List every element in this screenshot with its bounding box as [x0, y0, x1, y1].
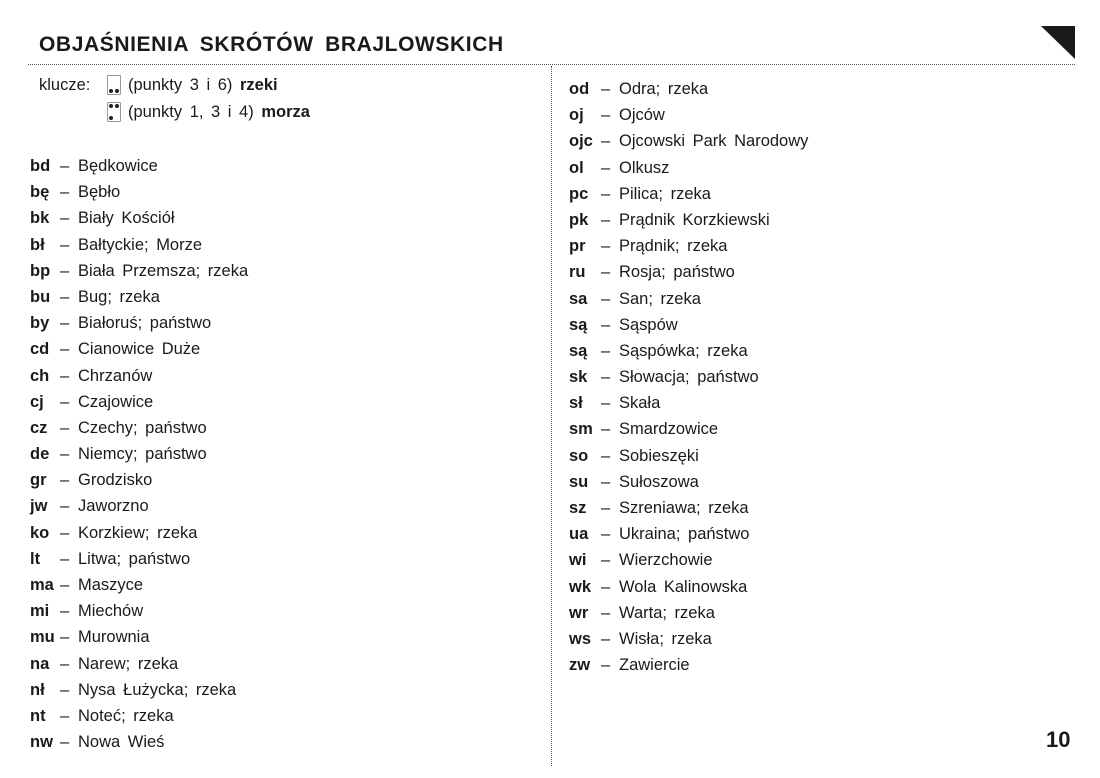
entry-name: Niemcy; państwo [78, 445, 207, 464]
right-entry-list [569, 78, 808, 680]
entry-name: Prądnik; rzeka [619, 237, 728, 256]
key-seas-name: morza [261, 103, 310, 121]
entry-name: Warta; rzeka [619, 603, 715, 622]
entry-name: Narew; rzeka [78, 654, 179, 673]
entry-name: Chrzanów [78, 366, 153, 385]
entry-name: Odra; rzeka [619, 80, 709, 98]
entry-dash: – [60, 497, 70, 516]
list-item [30, 626, 248, 652]
entry-name: San; rzeka [619, 289, 701, 308]
list-item [569, 183, 808, 209]
list-item [569, 523, 808, 549]
entry-name: Biały Kościół [78, 209, 175, 228]
entry-abbreviation: zw [569, 656, 591, 675]
key-rivers-text [128, 75, 278, 95]
list-item [569, 471, 808, 497]
entry-abbreviation: ma [30, 576, 54, 594]
entry-name: Bug; rzeka [78, 287, 160, 306]
entry-abbreviation: bł [30, 235, 45, 254]
entry-name: Słowacja; państwo [619, 368, 759, 387]
list-item [30, 207, 248, 233]
entry-dash: – [60, 235, 70, 254]
entry-abbreviation: so [569, 446, 589, 465]
key-rivers-points: (punkty 3 i 6) [128, 76, 233, 94]
entry-dash: – [60, 628, 70, 647]
entry-name: Sobieszęki [619, 446, 699, 465]
list-item [569, 157, 808, 183]
entry-dash: – [60, 549, 70, 568]
list-item [569, 576, 808, 602]
entry-name: Bębło [78, 183, 121, 202]
entry-name: Czajowice [78, 392, 154, 411]
list-item [569, 628, 808, 654]
entry-name: Litwa; państwo [78, 549, 191, 568]
header-divider [28, 64, 1075, 65]
list-item [30, 391, 248, 417]
list-item [30, 443, 248, 469]
key-seas-points: (punkty 1, 3 i 4) [128, 103, 254, 121]
entry-abbreviation: nw [30, 733, 53, 752]
entry-name: Ojców [619, 106, 665, 125]
list-item [569, 130, 808, 156]
entry-name: Czechy; państwo [78, 418, 207, 437]
entry-abbreviation: sz [569, 499, 587, 517]
key-rivers-name: rzeki [239, 76, 278, 94]
entry-abbreviation: nt [30, 706, 46, 725]
list-item [569, 104, 808, 130]
left-entry-list [30, 155, 248, 757]
entry-dash: – [601, 315, 611, 334]
list-item [30, 312, 248, 338]
entry-abbreviation: su [569, 472, 589, 491]
list-item [30, 495, 248, 521]
entry-name: Skała [619, 394, 661, 413]
entry-name: Wola Kalinowska [619, 577, 748, 596]
corner-triangle-icon [1041, 26, 1075, 59]
list-item [569, 602, 808, 628]
braille-cell-dots-3-6-icon [107, 75, 121, 95]
list-item [569, 209, 808, 235]
entry-name: Białoruś; państwo [78, 314, 212, 333]
braille-cell-dots-1-3-4-icon [107, 102, 121, 122]
entry-dash: – [601, 289, 611, 308]
entry-dash: – [601, 551, 611, 570]
entry-abbreviation: ojc [569, 132, 593, 151]
entry-abbreviation: sł [569, 394, 583, 413]
column-divider [551, 66, 552, 766]
entry-dash: – [601, 341, 611, 360]
list-item [569, 392, 808, 418]
entry-name: Smardzowice [619, 420, 719, 439]
entry-dash: – [60, 287, 70, 306]
entry-abbreviation: wk [569, 577, 592, 596]
entry-abbreviation: ws [569, 629, 592, 648]
list-item [30, 574, 248, 600]
entry-abbreviation: cd [30, 340, 50, 359]
list-item [30, 155, 248, 181]
entry-abbreviation: bę [30, 183, 50, 202]
entry-name: Ukraina; państwo [619, 525, 750, 544]
entry-name: Cianowice Duże [78, 340, 201, 359]
entry-dash: – [601, 472, 611, 491]
entry-name: Grodzisko [78, 471, 153, 490]
entry-dash: – [601, 577, 611, 596]
entry-dash: – [601, 525, 611, 544]
entry-name: Sąspów [619, 315, 678, 334]
list-item [30, 417, 248, 443]
entry-dash: – [601, 368, 611, 387]
entry-name: Nysa Łużycka; rzeka [78, 680, 237, 699]
entry-dash: – [60, 392, 70, 411]
entry-abbreviation: jw [30, 497, 48, 516]
list-item [569, 366, 808, 392]
entry-abbreviation: cj [30, 392, 44, 411]
list-item [30, 181, 248, 207]
list-item [569, 261, 808, 287]
entry-dash: – [60, 733, 70, 752]
entry-name: Biała Przemsza; rzeka [78, 261, 249, 280]
list-item [569, 78, 808, 104]
list-item [30, 653, 248, 679]
entry-abbreviation: są [569, 341, 588, 360]
entry-dash: – [601, 106, 611, 125]
entry-abbreviation: na [30, 654, 50, 673]
entry-abbreviation: lt [30, 549, 41, 568]
entry-name: Pilica; rzeka [619, 184, 711, 203]
entry-name: Wisła; rzeka [619, 629, 712, 648]
entry-dash: – [60, 523, 70, 542]
entry-dash: – [601, 237, 611, 256]
list-item [30, 338, 248, 364]
entry-dash: – [60, 209, 70, 228]
entry-abbreviation: ua [569, 525, 589, 544]
entry-dash: – [601, 132, 611, 151]
entry-name: Rosja; państwo [619, 263, 735, 282]
entry-name: Miechów [78, 602, 144, 621]
entry-dash: – [601, 210, 611, 229]
entry-dash: – [60, 340, 70, 359]
entry-name: Szreniawa; rzeka [619, 499, 749, 517]
list-item [569, 549, 808, 575]
entry-dash: – [601, 420, 611, 439]
entry-name: Prądnik Korzkiewski [619, 210, 770, 229]
entry-name: Będkowice [78, 157, 158, 175]
entry-abbreviation: sa [569, 289, 588, 308]
list-item [569, 445, 808, 471]
entry-dash: – [601, 158, 611, 177]
page-number: 10 [1046, 727, 1071, 752]
list-item [30, 260, 248, 286]
list-item [30, 469, 248, 495]
key-row-rivers [39, 75, 90, 95]
list-item [30, 365, 248, 391]
list-item [569, 235, 808, 261]
entry-abbreviation: ol [569, 158, 584, 177]
entry-abbreviation: sm [569, 420, 593, 439]
entry-abbreviation: cz [30, 418, 48, 437]
entry-abbreviation: ko [30, 523, 50, 542]
entry-dash: – [601, 603, 611, 622]
entry-abbreviation: gr [30, 471, 47, 490]
entry-abbreviation: mu [30, 628, 55, 647]
entry-name: Sąspówka; rzeka [619, 341, 748, 360]
page-title: OBJAŚNIENIA SKRÓTÓW BRAJLOWSKICH [39, 33, 504, 56]
entry-abbreviation: bk [30, 209, 50, 228]
entry-dash: – [601, 184, 611, 203]
entry-name: Olkusz [619, 158, 670, 177]
list-item [569, 314, 808, 340]
entry-abbreviation: mi [30, 602, 50, 621]
list-item [30, 705, 248, 731]
entry-name: Bałtyckie; Morze [78, 235, 203, 254]
entry-abbreviation: ch [30, 366, 50, 385]
keys-label: klucze: [39, 76, 91, 94]
entry-abbreviation: bd [30, 157, 51, 175]
entry-abbreviation: pk [569, 210, 589, 229]
entry-name: Wierzchowie [619, 551, 713, 570]
entry-dash: – [601, 499, 611, 517]
entry-dash: – [60, 183, 70, 202]
list-item [569, 497, 808, 523]
entry-name: Ojcowski Park Narodowy [619, 132, 809, 151]
entry-dash: – [60, 445, 70, 464]
entry-dash: – [601, 446, 611, 465]
entry-abbreviation: oj [569, 106, 584, 125]
entry-abbreviation: pc [569, 184, 589, 203]
entry-name: Sułoszowa [619, 472, 699, 491]
list-item [30, 548, 248, 574]
list-item [569, 418, 808, 444]
entry-dash: – [60, 314, 70, 333]
entry-name: Nowa Wieś [78, 733, 165, 752]
entry-abbreviation: ru [569, 263, 586, 282]
list-item [569, 654, 808, 680]
list-item [30, 731, 248, 757]
entry-dash: – [60, 418, 70, 437]
entry-name: Maszyce [78, 576, 144, 594]
entry-dash: – [60, 261, 70, 280]
entry-name: Korzkiew; rzeka [78, 523, 198, 542]
entry-abbreviation: od [569, 80, 590, 98]
list-item [569, 340, 808, 366]
list-item [30, 286, 248, 312]
list-item [30, 234, 248, 260]
entry-dash: – [60, 576, 70, 594]
entry-name: Noteć; rzeka [78, 706, 174, 725]
entry-dash: – [60, 471, 70, 490]
entry-abbreviation: by [30, 314, 50, 333]
entry-dash: – [60, 157, 70, 175]
entry-dash: – [60, 706, 70, 725]
entry-abbreviation: bp [30, 261, 51, 280]
entry-abbreviation: wr [569, 603, 589, 622]
entry-abbreviation: są [569, 315, 588, 334]
list-item [30, 600, 248, 626]
entry-dash: – [60, 366, 70, 385]
entry-dash: – [601, 80, 611, 98]
entry-abbreviation: wi [569, 551, 587, 570]
entry-dash: – [60, 680, 70, 699]
entry-abbreviation: sk [569, 368, 588, 387]
entry-abbreviation: de [30, 445, 50, 464]
entry-abbreviation: pr [569, 237, 586, 256]
entry-name: Murownia [78, 628, 150, 647]
list-item [30, 522, 248, 548]
entry-dash: – [601, 656, 611, 675]
list-item [30, 679, 248, 705]
entry-dash: – [60, 654, 70, 673]
entry-name: Jaworzno [78, 497, 149, 516]
entry-dash: – [601, 394, 611, 413]
list-item [569, 288, 808, 314]
entry-name: Zawiercie [619, 656, 690, 675]
entry-dash: – [60, 602, 70, 621]
key-seas-text [128, 102, 310, 122]
entry-abbreviation: bu [30, 287, 51, 306]
entry-dash: – [601, 263, 611, 282]
entry-dash: – [601, 629, 611, 648]
entry-abbreviation: nł [30, 680, 45, 699]
